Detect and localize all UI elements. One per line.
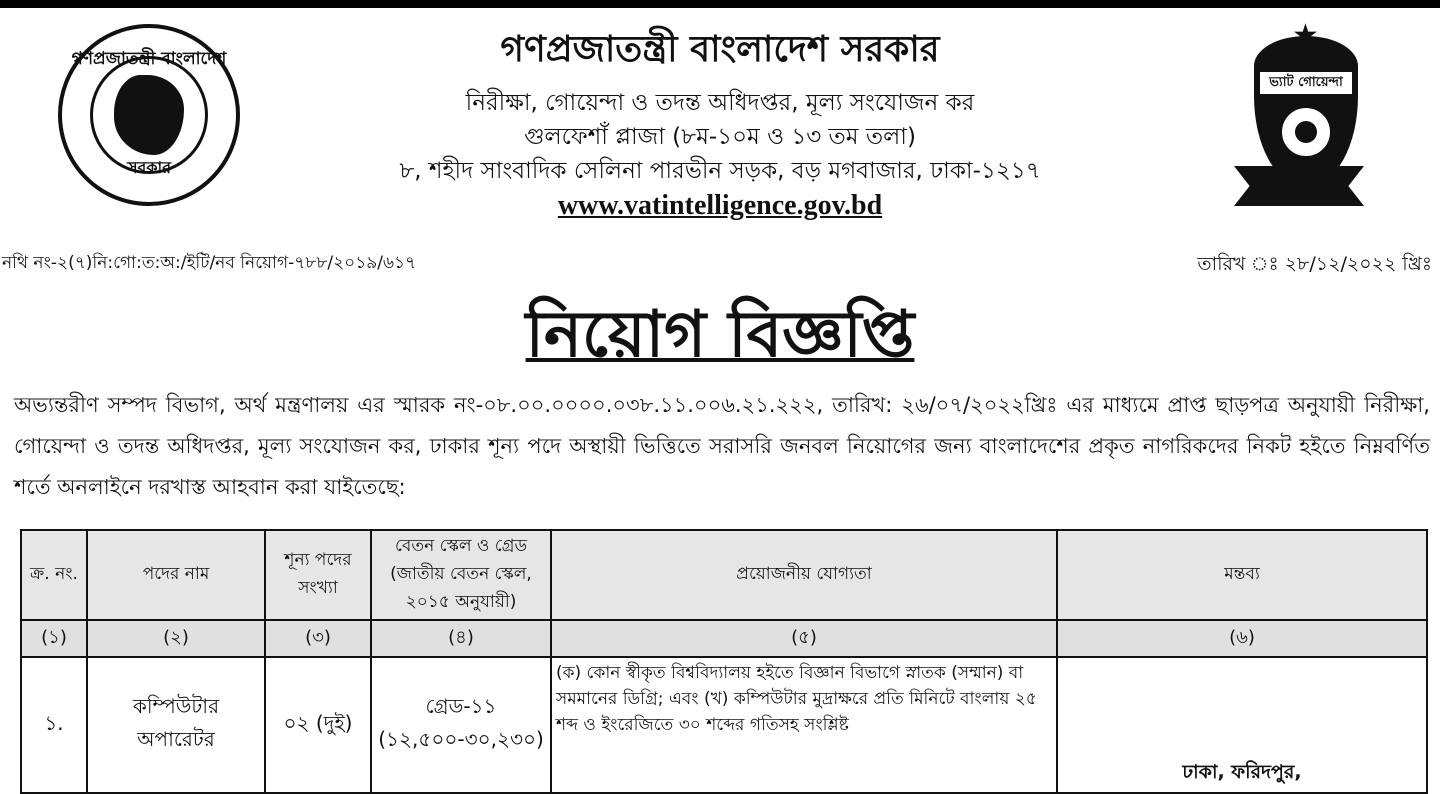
badge-label: ভ্যাট গোয়েন্দা (1260, 72, 1352, 94)
header-pay-scale: বেতন স্কেল ও গ্রেড (জাতীয় বেতন স্কেল, ২০১৫ অনুযায়ী) (371, 530, 551, 620)
bangladesh-map-icon (114, 75, 184, 155)
emblem-icon (1278, 104, 1334, 160)
row-pay-scale (371, 657, 551, 793)
row-vacancies: ০২ (দুই) (265, 657, 371, 793)
notice-date: তারিখ ঃ ২৮/১২/২০২২ খ্রিঃ (1197, 253, 1432, 275)
notice-body: অভ্যন্তরীণ সম্পদ বিভাগ, অর্থ মন্ত্রণালয় এর স্মারক নং-০৮.০০.০০০০.০৩৮.১১.০০৬.২১.২২২, তারিখ: ২৬/০৭/২০২২খ্রিঃ এর মাধ্যমে প্রাপ্ত ছাড়পত্র অনুযায়ী নিরীক্ষা, গোয়েন্দা ও তদন্ত অধিদপ্তর, মূল্য সংযোজন কর, ঢাকার শূন্য পদে অস্থায়ী ভিত্তিতে সরাসরি জনবল নিয়োগের জন্য বাংলাদেশের প্রকৃত নাগরিকদের নিকট হইতে নিম্নবর্ণিত শর্তে অনলাইনে দরখাস্ত আহবান করা যাইতেছে: (14, 393, 1430, 499)
row-qualification: (ক) কোন স্বীকৃত বিশ্ববিদ্যালয় হইতে বিজ্ঞান বিভাগে স্নাতক (সম্মান) বা সমমানের ডিগ্রি; এবং (খ) কম্পিউটার মুদ্রাক্ষরে প্রতি মিনিটে বাংলায় ২৫ শব্দ ও ইংরেজিতে ৩০ শব্দের গতিসহ সংশ্লিষ্ট (551, 657, 1057, 793)
government-title: গণপ্রজাতন্ত্রী বাংলাদেশ সরকার (500, 29, 940, 70)
government-seal-logo (58, 24, 240, 206)
star-icon: ★ (1292, 18, 1319, 53)
header-remarks: মন্তব্য (1057, 530, 1427, 620)
street-address: ৮, শহীদ সাংবাদিক সেলিনা পারভীন সড়ক, বড় মগবাজার, ঢাকা-১২১৭ (399, 158, 1041, 184)
ribbon-icon (1234, 166, 1364, 206)
header-post-name: পদের নাম (87, 530, 265, 620)
row-remarks: ঢাকা, ফরিদপুর, (1057, 657, 1427, 793)
row-scale: (১২,৫০০-৩০,২৩০) (378, 727, 544, 751)
row-serial: ১. (21, 657, 87, 793)
vacancy-table (20, 529, 1428, 794)
column-number: (১) (21, 620, 87, 657)
row-post-name: কম্পিউটার অপারেটর (87, 657, 265, 793)
department-name: নিরীক্ষা, গোয়েন্দা ও তদন্ত অধিদপ্তর, মূল্য সংযোজন কর (465, 90, 975, 116)
column-number: (৩) (265, 620, 371, 657)
header-vacancies: শূন্য পদের সংখ্যা (265, 530, 371, 620)
building-address: গুলফেশাঁ প্লাজা (৮ম-১০ম ও ১৩ তম তলা) (524, 124, 916, 150)
seal-bottom-text: সরকার (126, 158, 171, 177)
reference-number: নথি নং-২(৭)নি:গো:ত:অ:/ইটি/নব নিয়োগ-৭৮৮/২০১৯/৬১৭ (2, 253, 417, 273)
top-border (0, 0, 1440, 8)
table-header-row (21, 530, 1427, 620)
column-number: (২) (87, 620, 265, 657)
header-qualification: প্রয়োজনীয় যোগ্যতা (551, 530, 1057, 620)
table-number-row (21, 620, 1427, 657)
website-link[interactable]: www.vatintelligence.gov.bd (557, 190, 883, 221)
column-number: (৬) (1057, 620, 1427, 657)
row-grade: গ্রেড-১১ (425, 694, 497, 718)
column-number: (৫) (551, 620, 1057, 657)
column-number: (৪) (371, 620, 551, 657)
vat-intelligence-badge-logo (1234, 16, 1364, 212)
seal-top-text: গণপ্রজাতন্ত্রী বাংলাদেশ (71, 49, 227, 69)
table-row (21, 657, 1427, 793)
notice-title: নিয়োগ বিজ্ঞপ্তি (525, 298, 915, 372)
header-serial: ক্র. নং. (21, 530, 87, 620)
